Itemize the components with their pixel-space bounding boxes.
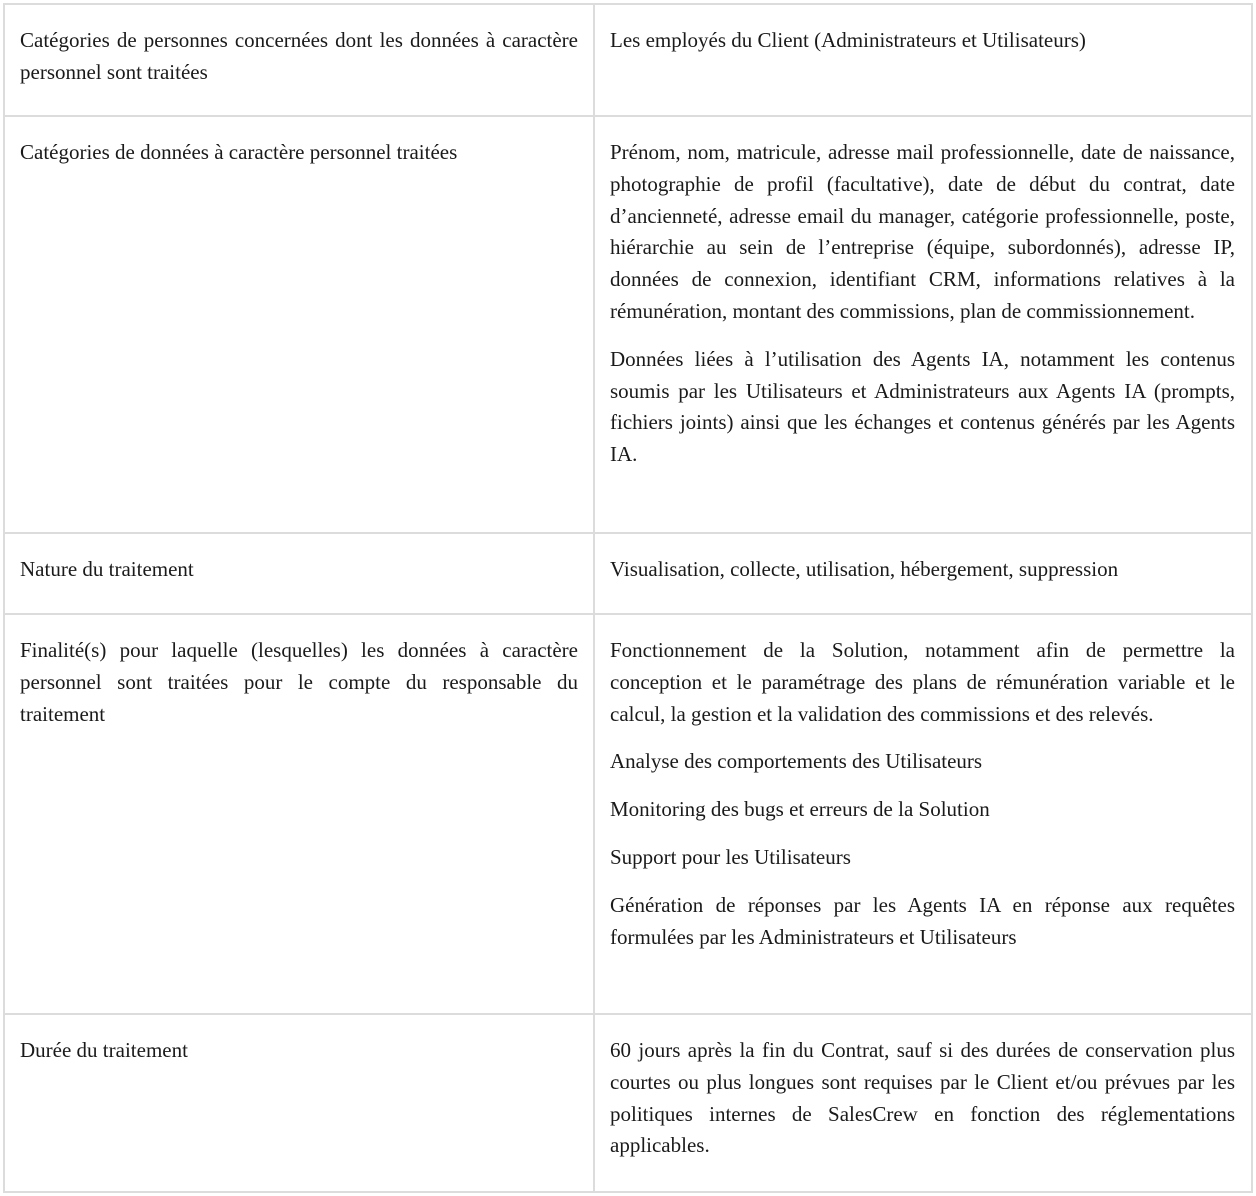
value-paragraph: 60 jours après la fin du Contrat, sauf si des durées de conservation plus courtes ou plus longues sont requises par le Client et/ou prévues par les politiques internes de SalesCrew en fonction des réglementations applicables. <box>610 1038 1235 1158</box>
row-label: Catégories de données à caractère personnel traitées <box>5 117 595 534</box>
table-row <box>5 5 1253 117</box>
row-label: Durée du traitement <box>5 1015 595 1193</box>
row-label: Finalité(s) pour laquelle (lesquelles) les données à caractère personnel sont traitées pour le compte du responsable du traitement <box>5 615 595 1015</box>
row-value <box>595 117 1253 534</box>
value-paragraph: Visualisation, collecte, utilisation, hébergement, suppression <box>610 557 1119 581</box>
row-value <box>595 1015 1253 1193</box>
value-paragraph: Données liées à l’utilisation des Agents IA, notamment les contenus soumis par les Utilisateurs et Administrateurs aux Agents IA (prompts, fichiers joints) ainsi que les échanges et contenus générés par les Agents IA. <box>610 346 1235 467</box>
value-paragraph: Fonctionnement de la Solution, notamment afin de permettre la conception et le paramétrage des plans de rémunération variable et le calcul, la gestion et la validation des commissions et des relevés. <box>610 638 1235 726</box>
value-paragraph: Analyse des comportements des Utilisateurs <box>610 749 983 774</box>
row-value <box>595 5 1253 117</box>
row-label: Nature du traitement <box>5 534 595 615</box>
table-row <box>5 534 1253 615</box>
value-paragraph: Support pour les Utilisateurs <box>610 844 851 869</box>
table-row <box>5 117 1253 534</box>
data-processing-table <box>3 3 1253 1193</box>
value-paragraph: Génération de réponses par les Agents IA en réponse aux requêtes formulées par les Administrateurs et Utilisateurs <box>610 892 1235 949</box>
row-value <box>595 615 1253 1015</box>
value-paragraph: Monitoring des bugs et erreurs de la Solution <box>610 797 990 822</box>
row-label: Catégories de personnes concernées dont les données à caractère personnel sont traitées <box>5 5 595 117</box>
row-value <box>595 534 1253 615</box>
table-row <box>5 1015 1253 1193</box>
value-paragraph: Les employés du Client (Administrateurs et Utilisateurs) <box>610 28 1086 52</box>
table-row <box>5 615 1253 1015</box>
value-paragraph: Prénom, nom, matricule, adresse mail professionnelle, date de naissance, photographie de profil (facultative), date de début du contrat, date d’ancienneté, adresse email du manager, catégorie professionnelle, poste, hiérarchie au sein de l’entreprise (équipe, subordonnés), adresse IP, données de connexion, identifiant CRM, informations relatives à la rémunération, montant des commissions, plan de commissionnement. <box>610 140 1235 323</box>
